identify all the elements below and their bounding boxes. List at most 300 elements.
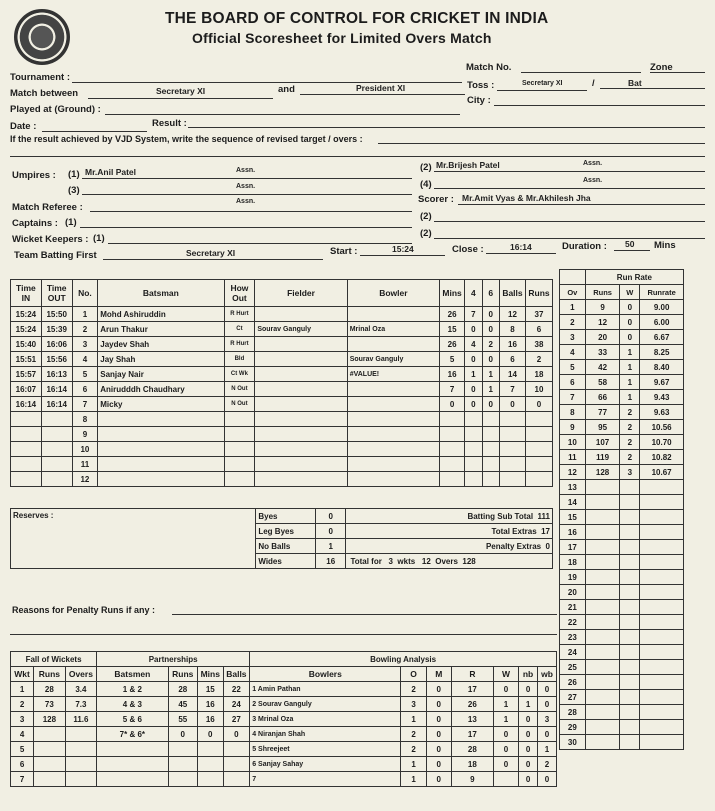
run-rate-cell: 0 — [620, 330, 640, 345]
batting-cell: 16 — [440, 367, 465, 382]
run-rate-row — [560, 555, 684, 570]
run-rate-cell: 4 — [560, 345, 586, 360]
bowler-name: Niranjan Shah — [258, 730, 306, 738]
fall-of-wickets-title: Fall of Wickets — [11, 652, 97, 667]
bowling-cell: 1 — [401, 772, 426, 787]
batting-cell: Sanjay Nair — [98, 367, 224, 382]
batting-cell — [499, 427, 525, 442]
batting-cell: 15:50 — [41, 307, 72, 322]
byes-label: Byes — [256, 509, 316, 524]
bowling-cell: 0 — [426, 772, 451, 787]
batting-cell — [98, 427, 224, 442]
run-rate-row — [560, 420, 684, 435]
batting-cell: 16:14 — [11, 397, 42, 412]
bowling-cell: 1 — [493, 712, 518, 727]
fow-cell: 7 — [11, 772, 34, 787]
batting-cell: Ct — [224, 322, 255, 337]
run-rate-empty-cell — [620, 525, 640, 540]
run-rate-header-3: Runrate — [640, 285, 684, 300]
umpire2-value: Mr.Brijesh Patel — [436, 160, 500, 170]
team1-value: Secretary XI — [156, 86, 206, 96]
run-rate-empty-cell — [585, 615, 620, 630]
leg-byes-value: 0 — [316, 524, 346, 539]
run-rate-cell: 2 — [620, 420, 640, 435]
batting-cell: Jaydev Shah — [98, 337, 224, 352]
fow-cell: 2 — [11, 697, 34, 712]
run-rate-row — [560, 405, 684, 420]
batting-cell: 4 — [72, 352, 98, 367]
batting-cell — [41, 442, 72, 457]
batting-cell — [525, 472, 552, 487]
batting-header-5: Fielder — [255, 280, 347, 307]
batting-cell: Sourav Ganguly — [255, 322, 347, 337]
start-label: Start : — [330, 246, 358, 257]
partnership-cell: 1 & 2 — [97, 682, 168, 697]
partnership-cell: 0 — [168, 727, 197, 742]
batting-cell: 16:13 — [41, 367, 72, 382]
batting-cell: Jay Shah — [98, 352, 224, 367]
batting-row — [11, 457, 553, 472]
bowling-cell: 0 — [493, 742, 518, 757]
wicket-keepers-label: Wicket Keepers : — [12, 234, 89, 245]
run-rate-over-number: 19 — [560, 570, 586, 585]
run-rate-row — [560, 660, 684, 675]
run-rate-cell: 10 — [560, 435, 586, 450]
run-rate-cell: 8.25 — [640, 345, 684, 360]
run-rate-row — [560, 570, 684, 585]
partnership-header-2: Mins — [197, 667, 223, 682]
batting-cell: 16:07 — [11, 382, 42, 397]
run-rate-cell: 9 — [585, 300, 620, 315]
run-rate-empty-cell — [585, 735, 620, 750]
run-rate-empty-cell — [585, 495, 620, 510]
played-at-label: Played at (Ground) : — [10, 104, 101, 115]
fow-cell — [34, 742, 66, 757]
run-rate-row — [560, 720, 684, 735]
partnerships-title: Partnerships — [97, 652, 250, 667]
batting-row — [11, 427, 553, 442]
batting-cell: 8 — [499, 322, 525, 337]
batting-cell — [224, 412, 255, 427]
batting-cell — [255, 382, 347, 397]
bowling-cell: 0 — [519, 682, 538, 697]
captain1-index: (1) — [65, 217, 77, 228]
bowler-index: 2 — [252, 700, 257, 708]
batting-cell — [440, 412, 465, 427]
run-rate-over-number: 22 — [560, 615, 586, 630]
batting-cell: Arun Thakur — [98, 322, 224, 337]
run-rate-cell: 5 — [560, 360, 586, 375]
bowling-cell: 3 — [401, 697, 426, 712]
run-rate-cell: 12 — [585, 315, 620, 330]
bowling-cell: 0 — [538, 772, 557, 787]
run-rate-empty-cell — [640, 615, 684, 630]
run-rate-cell: 2 — [560, 315, 586, 330]
batting-cell — [499, 457, 525, 472]
run-rate-cell: 10.67 — [640, 465, 684, 480]
run-rate-empty-cell — [620, 585, 640, 600]
run-rate-over-number: 30 — [560, 735, 586, 750]
umpire1-assn-label: Assn. — [236, 167, 256, 174]
run-rate-cell: 9.67 — [640, 375, 684, 390]
fow-cell — [34, 757, 66, 772]
run-rate-empty-cell — [620, 570, 640, 585]
bowling-cell: 0 — [538, 697, 557, 712]
batting-cell — [41, 427, 72, 442]
run-rate-empty-cell — [640, 570, 684, 585]
keeper2-index: (2) — [420, 228, 432, 239]
batting-cell — [255, 337, 347, 352]
batting-cell: 7 — [440, 382, 465, 397]
run-rate-header-row — [560, 285, 684, 300]
run-rate-cell: 119 — [585, 450, 620, 465]
run-rate-cell: 3 — [560, 330, 586, 345]
bowling-cell: 1 — [519, 697, 538, 712]
batting-cell — [347, 412, 439, 427]
bowler-name-cell — [250, 772, 401, 787]
partnership-cell: 27 — [223, 712, 250, 727]
batting-cell — [465, 457, 482, 472]
run-rate-empty-cell — [620, 480, 640, 495]
penalty-reasons-label: Reasons for Penalty Runs if any : — [12, 605, 156, 615]
run-rate-row — [560, 330, 684, 345]
run-rate-row — [560, 315, 684, 330]
batting-cell — [98, 412, 224, 427]
toss-choice-value: Bat — [628, 78, 642, 88]
bowler-name-cell — [250, 742, 401, 757]
partnership-cell — [197, 742, 223, 757]
no-balls-value: 1 — [316, 539, 346, 554]
partnership-cell — [197, 772, 223, 787]
bowling-cell: 17 — [451, 682, 493, 697]
analysis-row — [11, 772, 557, 787]
bowler-name: Mrinal Oza — [258, 715, 294, 723]
bowling-cell: 0 — [426, 757, 451, 772]
batting-row — [11, 322, 553, 337]
run-rate-empty-cell — [620, 555, 640, 570]
umpire4-assn-label: Assn. — [583, 177, 603, 184]
batting-header-8: 4 — [465, 280, 482, 307]
run-rate-over-number: 17 — [560, 540, 586, 555]
run-rate-over-number: 27 — [560, 690, 586, 705]
run-rate-empty-cell — [620, 705, 640, 720]
partnership-cell — [223, 742, 250, 757]
batting-cell: N Out — [224, 382, 255, 397]
batting-cell — [440, 457, 465, 472]
batting-cell — [347, 382, 439, 397]
total-overs-value: 12 — [421, 556, 431, 566]
scorer-value: Mr.Amit Vyas & Mr.Akhilesh Jha — [462, 193, 591, 203]
batting-cell — [11, 442, 42, 457]
run-rate-empty-cell — [640, 540, 684, 555]
run-rate-over-number: 18 — [560, 555, 586, 570]
batting-cell: 2 — [525, 352, 552, 367]
run-rate-over-number: 14 — [560, 495, 586, 510]
batting-cell: 1 — [482, 367, 499, 382]
run-rate-empty-cell — [585, 660, 620, 675]
batting-cell — [482, 472, 499, 487]
batting-cell — [465, 412, 482, 427]
batting-row — [11, 442, 553, 457]
leg-byes-label: Leg Byes — [256, 524, 316, 539]
toss-label: Toss : — [467, 80, 495, 91]
batting-cell: 0 — [482, 307, 499, 322]
run-rate-over-number: 20 — [560, 585, 586, 600]
bowling-cell: 0 — [519, 772, 538, 787]
batting-cell: 10 — [72, 442, 98, 457]
fow-cell: 128 — [34, 712, 66, 727]
batting-cell: Bld — [224, 352, 255, 367]
run-rate-row — [560, 495, 684, 510]
run-rate-cell: 1 — [560, 300, 586, 315]
run-rate-title: Run Rate — [585, 270, 683, 285]
partnership-cell: 16 — [197, 697, 223, 712]
run-rate-empty-cell — [620, 600, 640, 615]
bowling-header-1: O — [401, 667, 426, 682]
batting-cell: 6 — [525, 322, 552, 337]
batting-cell — [482, 457, 499, 472]
run-rate-cell: 2 — [620, 405, 640, 420]
run-rate-row — [560, 435, 684, 450]
batting-cell: Micky — [98, 397, 224, 412]
analysis-row — [11, 757, 557, 772]
bowling-cell: 2 — [401, 727, 426, 742]
batting-cell — [98, 442, 224, 457]
batting-cell: 15:24 — [11, 322, 42, 337]
fow-cell: 3 — [11, 712, 34, 727]
run-rate-cell: 9 — [560, 420, 586, 435]
run-rate-over-number: 16 — [560, 525, 586, 540]
run-rate-table — [559, 269, 684, 750]
run-rate-empty-cell — [640, 690, 684, 705]
run-rate-row — [560, 510, 684, 525]
run-rate-cell: 8.40 — [640, 360, 684, 375]
fow-cell: 1 — [11, 682, 34, 697]
partnership-cell — [97, 757, 168, 772]
batting-team-value: Secretary XI — [186, 248, 236, 258]
partnership-cell: 28 — [168, 682, 197, 697]
bowling-cell: 0 — [426, 727, 451, 742]
run-rate-cell: 1 — [620, 375, 640, 390]
bowling-header-4: W — [493, 667, 518, 682]
batting-row — [11, 307, 553, 322]
bowler-name-cell — [250, 712, 401, 727]
batting-cell: #VALUE! — [347, 367, 439, 382]
batting-cell: 15:56 — [41, 352, 72, 367]
run-rate-empty-cell — [620, 720, 640, 735]
partnership-cell: 15 — [197, 682, 223, 697]
bowling-cell: 0 — [519, 712, 538, 727]
batting-cell — [465, 442, 482, 457]
batting-cell — [41, 412, 72, 427]
run-rate-over-number: 23 — [560, 630, 586, 645]
umpire1-value: Mr.Anil Patel — [85, 167, 137, 177]
batting-cell: 0 — [482, 322, 499, 337]
batting-row — [11, 352, 553, 367]
partnership-cell: 24 — [223, 697, 250, 712]
batting-cell: 15:40 — [11, 337, 42, 352]
start-time-value: 15:24 — [392, 244, 414, 254]
partnership-header-0: Batsmen — [97, 667, 168, 682]
batting-cell: 15:24 — [11, 307, 42, 322]
bowling-cell: 2 — [401, 682, 426, 697]
run-rate-row — [560, 705, 684, 720]
bowling-cell: 0 — [519, 742, 538, 757]
batting-cell — [525, 427, 552, 442]
batting-cell — [482, 427, 499, 442]
run-rate-row — [560, 540, 684, 555]
batting-cell: 5 — [72, 367, 98, 382]
batting-cell: 15:51 — [11, 352, 42, 367]
run-rate-empty-cell — [640, 675, 684, 690]
batting-cell: 0 — [499, 397, 525, 412]
run-rate-cell: 11 — [560, 450, 586, 465]
batting-cell — [440, 427, 465, 442]
run-rate-cell: 66 — [585, 390, 620, 405]
team-batting-first-label: Team Batting First — [14, 250, 97, 261]
bowling-cell: 0 — [426, 697, 451, 712]
toss-winner-value: Secretary XI — [522, 80, 563, 87]
batting-cell — [255, 412, 347, 427]
run-rate-row — [560, 630, 684, 645]
bowler-index: 1 — [252, 685, 257, 693]
run-rate-cell: 2 — [620, 450, 640, 465]
partnership-cell: 4 & 3 — [97, 697, 168, 712]
analysis-row — [11, 712, 557, 727]
batting-cell: 0 — [525, 397, 552, 412]
partnership-cell — [168, 772, 197, 787]
run-rate-empty-cell — [640, 660, 684, 675]
run-rate-empty-cell — [620, 630, 640, 645]
batting-cell — [465, 472, 482, 487]
run-rate-cell: 9.63 — [640, 405, 684, 420]
run-rate-empty-cell — [585, 480, 620, 495]
bowler-name: Amin Pathan — [257, 685, 301, 693]
batting-cell: 7 — [72, 397, 98, 412]
partnership-cell: 55 — [168, 712, 197, 727]
run-rate-row — [560, 300, 684, 315]
batting-cell: 2 — [72, 322, 98, 337]
run-rate-cell: 2 — [620, 435, 640, 450]
bowling-cell: 0 — [426, 712, 451, 727]
run-rate-empty-cell — [620, 690, 640, 705]
batting-cell: 7 — [499, 382, 525, 397]
batting-row — [11, 337, 553, 352]
batting-cell: 2 — [482, 337, 499, 352]
bowler-name: Shreejeet — [258, 745, 290, 753]
page-subtitle: Official Scoresheet for Limited Overs Match — [192, 30, 492, 46]
batting-cell: R Hurt — [224, 307, 255, 322]
run-rate-over-number: 24 — [560, 645, 586, 660]
partnership-cell — [197, 757, 223, 772]
run-rate-cell: 3 — [620, 465, 640, 480]
run-rate-cell: 58 — [585, 375, 620, 390]
bowler-name: Sanjay Sahay — [258, 760, 304, 768]
batting-cell: 10 — [525, 382, 552, 397]
batting-cell: 0 — [465, 322, 482, 337]
bowling-cell: 2 — [538, 757, 557, 772]
batting-cell — [440, 442, 465, 457]
run-rate-over-number: 29 — [560, 720, 586, 735]
batting-cell: 16:14 — [41, 397, 72, 412]
batting-row — [11, 382, 553, 397]
bowling-header-3: R — [451, 667, 493, 682]
batting-cell: 37 — [525, 307, 552, 322]
batting-cell — [499, 472, 525, 487]
page-title: THE BOARD OF CONTROL FOR CRICKET IN INDIA — [165, 10, 549, 27]
total-extras-label: Total Extras — [491, 526, 537, 536]
run-rate-empty-cell — [585, 675, 620, 690]
run-rate-cell: 1 — [620, 345, 640, 360]
bowler-index: 3 — [252, 715, 257, 723]
bowling-header-6: wb — [538, 667, 557, 682]
bowling-cell: 1 — [538, 742, 557, 757]
run-rate-row — [560, 675, 684, 690]
batting-cell — [347, 427, 439, 442]
penalty-extras-label: Penalty Extras — [485, 541, 542, 551]
run-rate-row — [560, 480, 684, 495]
run-rate-empty-cell — [585, 555, 620, 570]
run-rate-empty-cell — [640, 720, 684, 735]
run-rate-row — [560, 375, 684, 390]
batting-row — [11, 397, 553, 412]
batting-cell — [255, 472, 347, 487]
run-rate-empty-cell — [620, 540, 640, 555]
run-rate-cell: 6.67 — [640, 330, 684, 345]
batting-cell: 16:06 — [41, 337, 72, 352]
reserves-cell: Reserves : — [11, 509, 256, 569]
run-rate-cell: 0 — [620, 315, 640, 330]
batting-cell: Ct Wk — [224, 367, 255, 382]
bowling-cell: 1 — [401, 757, 426, 772]
run-rate-cell: 33 — [585, 345, 620, 360]
partnership-cell — [223, 772, 250, 787]
batting-cell — [255, 352, 347, 367]
run-rate-cell: 42 — [585, 360, 620, 375]
batting-cell — [347, 472, 439, 487]
bowling-cell: 0 — [493, 727, 518, 742]
batting-cell: 0 — [482, 397, 499, 412]
bowler-index: 4 — [252, 730, 257, 738]
batting-cell: 15:57 — [11, 367, 42, 382]
fow-cell: 7.3 — [65, 697, 97, 712]
batting-cell: 1 — [465, 367, 482, 382]
batting-cell — [41, 472, 72, 487]
run-rate-empty-cell — [640, 480, 684, 495]
bowling-cell: 0 — [538, 727, 557, 742]
run-rate-empty-cell — [585, 645, 620, 660]
run-rate-empty-cell — [585, 720, 620, 735]
batting-header-7: Mins — [440, 280, 465, 307]
close-time-value: 16:14 — [510, 242, 532, 252]
fow-header-0: Wkt — [11, 667, 34, 682]
no-balls-label: No Balls — [256, 539, 316, 554]
batting-cell: 1 — [72, 307, 98, 322]
bowling-header-5: nb — [519, 667, 538, 682]
fow-cell — [65, 727, 97, 742]
batting-cell: 14 — [499, 367, 525, 382]
batting-cell — [41, 457, 72, 472]
umpire3-assn-label: Assn. — [236, 183, 256, 190]
bowling-cell: 18 — [451, 757, 493, 772]
captains-label: Captains : — [12, 218, 58, 229]
run-rate-empty-cell — [585, 540, 620, 555]
batting-cell: 8 — [72, 412, 98, 427]
run-rate-cell: 6.00 — [640, 315, 684, 330]
fow-cell — [65, 757, 97, 772]
run-rate-over-number: 26 — [560, 675, 586, 690]
run-rate-row — [560, 360, 684, 375]
